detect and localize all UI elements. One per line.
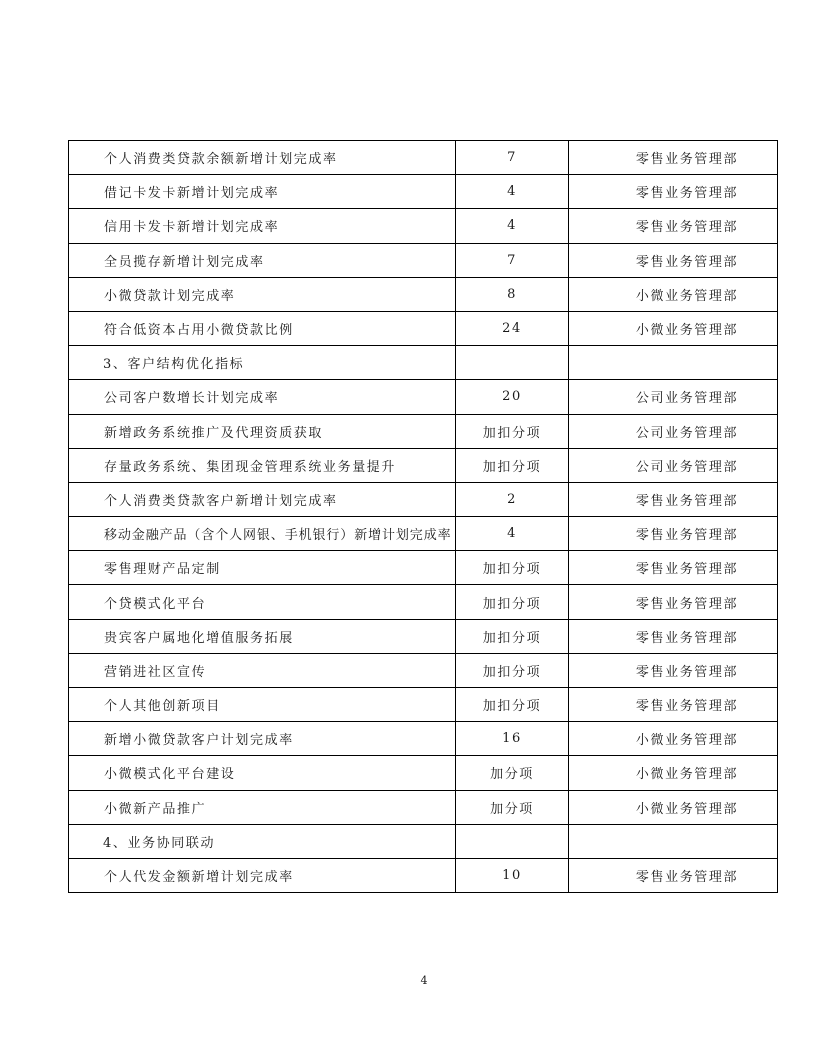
table-row <box>69 141 778 175</box>
department-cell: 小微业务管理部 <box>569 277 778 311</box>
table-row <box>69 688 778 722</box>
score-cell: 24 <box>456 311 569 345</box>
department-cell: 零售业务管理部 <box>569 585 778 619</box>
indicator-name-cell: 全员揽存新增计划完成率 <box>69 243 456 277</box>
table-row <box>69 619 778 653</box>
table-row <box>69 551 778 585</box>
indicator-name-cell: 零售理财产品定制 <box>69 551 456 585</box>
department-cell: 小微业务管理部 <box>569 756 778 790</box>
table-row <box>69 380 778 414</box>
score-cell: 8 <box>456 277 569 311</box>
table-row <box>69 414 778 448</box>
score-cell: 加扣分项 <box>456 653 569 687</box>
department-cell: 公司业务管理部 <box>569 448 778 482</box>
score-cell: 加扣分项 <box>456 619 569 653</box>
table-row <box>69 790 778 824</box>
indicator-name-cell: 个人代发金额新增计划完成率 <box>69 858 456 892</box>
score-cell: 加分项 <box>456 790 569 824</box>
department-cell: 公司业务管理部 <box>569 380 778 414</box>
department-cell: 公司业务管理部 <box>569 414 778 448</box>
table-row <box>69 722 778 756</box>
indicator-name-cell: 个人消费类贷款客户新增计划完成率 <box>69 482 456 516</box>
department-cell: 零售业务管理部 <box>569 482 778 516</box>
indicator-name-cell: 个人其他创新项目 <box>69 688 456 722</box>
table-row <box>69 243 778 277</box>
indicator-name-cell: 小微贷款计划完成率 <box>69 277 456 311</box>
score-cell: 4 <box>456 175 569 209</box>
department-cell: 小微业务管理部 <box>569 311 778 345</box>
indicator-table-body <box>69 141 778 893</box>
score-cell: 4 <box>456 517 569 551</box>
department-cell: 零售业务管理部 <box>569 653 778 687</box>
department-cell <box>569 824 778 858</box>
department-cell: 零售业务管理部 <box>569 688 778 722</box>
section-heading-row <box>69 824 778 858</box>
page-number: 4 <box>420 974 428 987</box>
score-cell <box>456 824 569 858</box>
table-row <box>69 277 778 311</box>
indicator-name-cell: 公司客户数增长计划完成率 <box>69 380 456 414</box>
indicator-name-cell: 营销进社区宣传 <box>69 653 456 687</box>
department-cell: 零售业务管理部 <box>569 175 778 209</box>
indicator-name-cell: 符合低资本占用小微贷款比例 <box>69 311 456 345</box>
indicator-table <box>68 140 778 893</box>
score-cell: 7 <box>456 243 569 277</box>
department-cell: 零售业务管理部 <box>569 619 778 653</box>
indicator-name-cell: 新增小微贷款客户计划完成率 <box>69 722 456 756</box>
score-cell: 加扣分项 <box>456 688 569 722</box>
score-cell: 加扣分项 <box>456 448 569 482</box>
table-row <box>69 517 778 551</box>
indicator-name-cell: 信用卡发卡新增计划完成率 <box>69 209 456 243</box>
score-cell: 7 <box>456 141 569 175</box>
table-row <box>69 175 778 209</box>
department-cell: 零售业务管理部 <box>569 141 778 175</box>
department-cell: 零售业务管理部 <box>569 243 778 277</box>
table-row <box>69 585 778 619</box>
indicator-name-cell: 小微模式化平台建设 <box>69 756 456 790</box>
department-cell: 零售业务管理部 <box>569 517 778 551</box>
table-row <box>69 653 778 687</box>
department-cell: 小微业务管理部 <box>569 722 778 756</box>
score-cell: 10 <box>456 858 569 892</box>
department-cell: 小微业务管理部 <box>569 790 778 824</box>
indicator-name-cell: 小微新产品推广 <box>69 790 456 824</box>
table-row <box>69 311 778 345</box>
score-cell: 加扣分项 <box>456 551 569 585</box>
indicator-name-cell: 新增政务系统推广及代理资质获取 <box>69 414 456 448</box>
table-row <box>69 448 778 482</box>
score-cell: 20 <box>456 380 569 414</box>
score-cell: 加扣分项 <box>456 585 569 619</box>
indicator-name-cell: 移动金融产品（含个人网银、手机银行）新增计划完成率 <box>69 517 456 551</box>
table-row <box>69 756 778 790</box>
score-cell <box>456 346 569 380</box>
section-heading-row <box>69 346 778 380</box>
score-cell: 2 <box>456 482 569 516</box>
indicator-name-cell: 借记卡发卡新增计划完成率 <box>69 175 456 209</box>
section-heading-cell: 4、业务协同联动 <box>69 824 456 858</box>
indicator-name-cell: 个人消费类贷款余额新增计划完成率 <box>69 141 456 175</box>
table-row <box>69 858 778 892</box>
department-cell: 零售业务管理部 <box>569 551 778 585</box>
score-cell: 4 <box>456 209 569 243</box>
indicator-name-cell: 贵宾客户属地化增值服务拓展 <box>69 619 456 653</box>
score-cell: 加扣分项 <box>456 414 569 448</box>
department-cell: 零售业务管理部 <box>569 858 778 892</box>
indicator-name-cell: 存量政务系统、集团现金管理系统业务量提升 <box>69 448 456 482</box>
score-cell: 加分项 <box>456 756 569 790</box>
department-cell <box>569 346 778 380</box>
section-heading-cell: 3、客户结构优化指标 <box>69 346 456 380</box>
table-row <box>69 482 778 516</box>
score-cell: 16 <box>456 722 569 756</box>
department-cell: 零售业务管理部 <box>569 209 778 243</box>
indicator-name-cell: 个贷模式化平台 <box>69 585 456 619</box>
table-row <box>69 209 778 243</box>
